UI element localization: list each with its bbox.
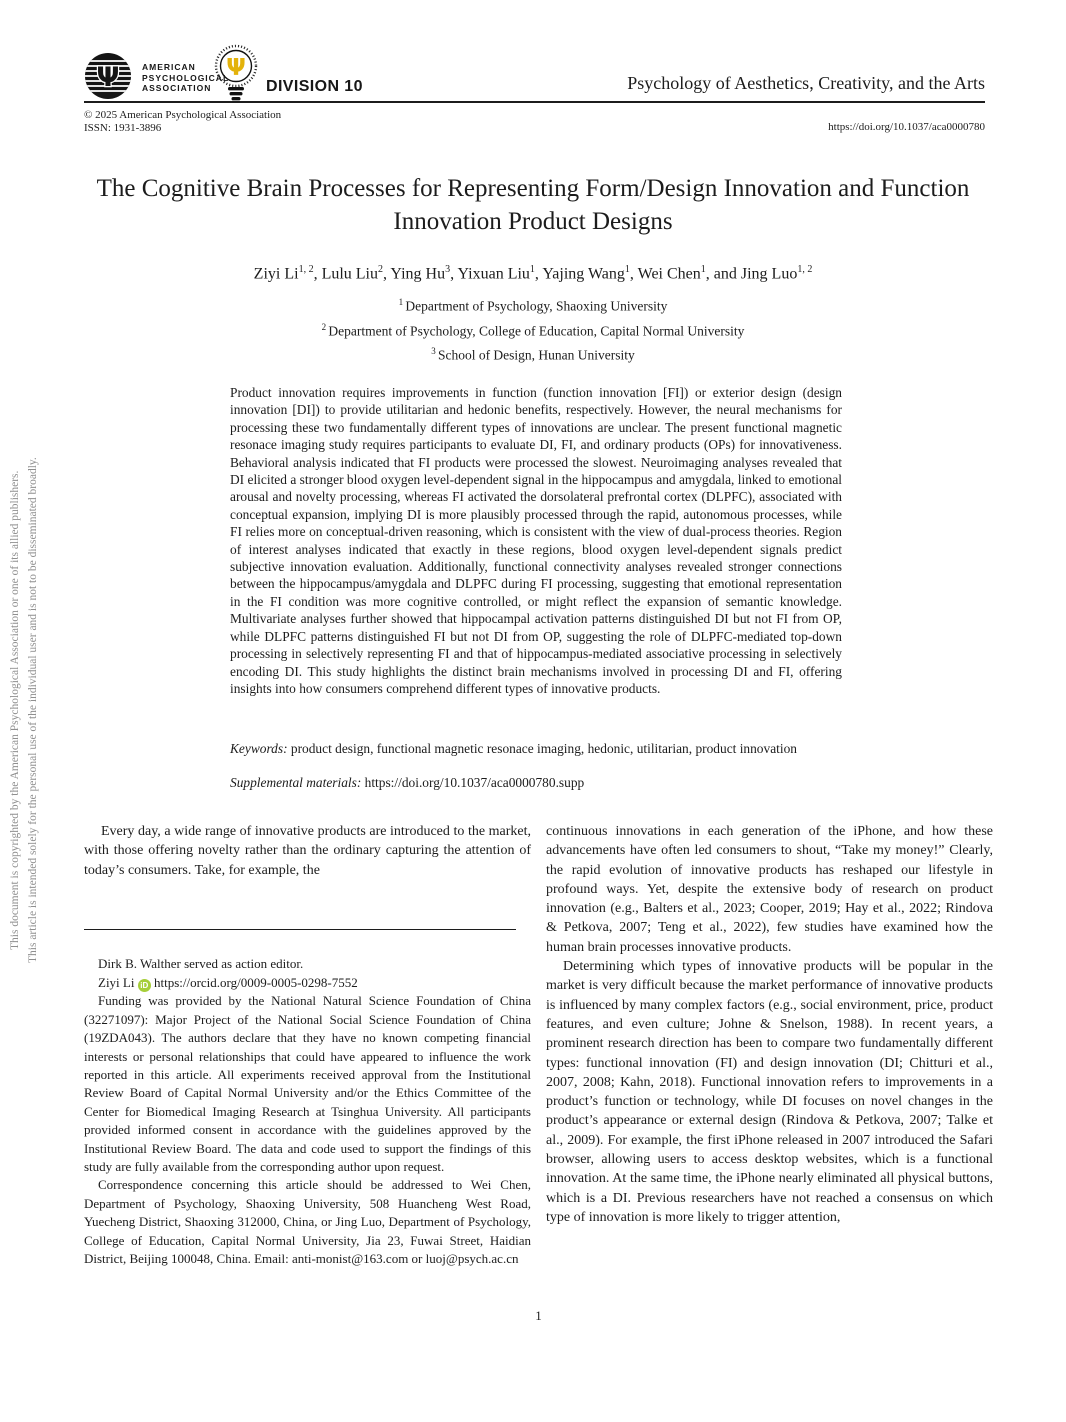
header-rule	[84, 101, 985, 103]
author-name: Ziyi Li	[253, 265, 299, 283]
keywords-line	[230, 741, 870, 757]
copyright-sidebar-line1: This document is copyrighted by the American Psychological Association or one of its allied publishers.	[9, 470, 21, 951]
apa-org-line3: ASSOCIATION	[142, 83, 212, 93]
issn-line: ISSN: 1931-3896	[84, 121, 162, 134]
author-affiliation-sup: 1, 2	[298, 264, 314, 275]
author-name: Lulu Liu	[321, 265, 378, 283]
footnote-divider	[84, 929, 516, 931]
intro-paragraph-left: Every day, a wide range of innovative products are introduced to the market, with those offering novelty rather than the ordinary capturing the attention of today’s consumers. Take, for example, the	[84, 824, 531, 878]
affiliation-sup: 2	[321, 321, 329, 332]
supplemental-line	[230, 775, 870, 791]
svg-text:Ψ: Ψ	[96, 62, 120, 93]
author-affiliation-sup: 3	[445, 264, 451, 275]
apa-org-line1: AMERICAN	[142, 62, 196, 72]
affiliation-list	[83, 292, 983, 366]
action-editor-note: Dirk B. Walther served as action editor.	[98, 956, 304, 972]
author-affiliation-sup: 2	[378, 264, 383, 275]
supplemental-label: Supplemental materials:	[230, 775, 362, 790]
article-title: The Cognitive Brain Processes for Representing Form/Design Innovation and Function Innovation Product Designs	[96, 175, 970, 235]
supplemental-url-link[interactable]: https://doi.org/10.1037/aca0000780.supp	[361, 775, 585, 790]
affiliation-line: $^1$ Department of Psychology, Shaoxing University	[398, 297, 668, 314]
affiliation-line: $^2$ Department of Psychology, College of Education, Capital Normal University	[321, 321, 745, 338]
keywords-label: Keywords:	[230, 741, 288, 756]
copyright-block	[84, 109, 281, 134]
author-note	[84, 955, 531, 1268]
body-column-right	[546, 822, 993, 1227]
affiliation-line: $^3$ School of Design, Hunan University	[431, 346, 635, 363]
author-name: Yixuan Liu	[457, 265, 530, 283]
second-paragraph-right: Determining which types of innovative products will be popular in the market is very difficult because the market performance of innovative products is influenced by many complex factors (e.g., social environment, price, product features, and even culture; Johne & Snelson, 1988). In recent years, a prominent research direction has been to compare two fundamentally different types: functional innovation (FI) and design innovation (DI; Chitturi et al., 2007, 2008; Kahn, 2018). Functional innovation refers to improvements in a product’s function or technology, while DI focuses on novel changes in the product’s appearance or external design (Rindova & Petkova, 2007; Talke et al., 2009). For example, the first iPhone released in 2007 introduced the Safari browser, allowing users to access desktop websites, which is a functional innovation. At the same time, the iPhone nearly eliminated all physical buttons, which is a DI. Previous researchers have not reached a consensus on which type of innovation is more likely to trigger attention,	[546, 959, 993, 1225]
author-affiliation-sup: 1	[624, 264, 630, 275]
affiliation-sup: 1	[398, 297, 406, 307]
orcid-line	[84, 974, 531, 993]
orcid-author-name: Ziyi Li	[98, 974, 138, 990]
copyright-line: © 2025 American Psychological Association	[84, 109, 282, 121]
orcid-url-link[interactable]: https://orcid.org/0009-0005-0298-7552	[150, 974, 358, 990]
svg-text:Ψ: Ψ	[226, 55, 246, 81]
author-name: Wei Chen	[637, 265, 701, 283]
division-10-label: DIVISION 10	[266, 78, 363, 95]
body-column-left	[84, 822, 531, 1268]
correspondence-note: Correspondence concerning this article should be addressed to Wei Chen, Department of Psychology, Shaoxing University, 508 Huancheng West Road, Yuecheng District, Shaoxing 312000, China, or Jing Luo, Department of Psychology, College of Education, Capital Normal University, Jia 23, Fuwai Street, Haidian District, Beijing 100048, China. Email: anti-monist@163.com or luoj@psych.ac.cn	[84, 1177, 531, 1266]
author-name: Ying Hu	[390, 265, 446, 283]
author-name: Yajing Wang	[542, 265, 625, 283]
article-doi-link[interactable]: https://doi.org/10.1037/aca0000780	[828, 121, 985, 133]
apa-org-line2: PSYCHOLOGICAL	[142, 72, 230, 83]
apa-logo-icon	[84, 52, 132, 100]
journal-title: Psychology of Aesthetics, Creativity, and the Arts	[627, 73, 985, 93]
orcid-icon: iD	[138, 979, 151, 992]
author-affiliation-sup: 1	[529, 264, 535, 275]
author-affiliation-sup: 1	[700, 264, 706, 275]
author-list: Ziyi Li$^{1, 2}$, Lulu Liu$^2$, Ying Hu$^3$, Yixuan Liu$^1$, Yajing Wang$^1$, Wei Chen$^1$, and Jing Luo$^{1, 2}$	[253, 264, 813, 283]
abstract-text: Product innovation requires improvements in function (function innovation [FI]) or exterior design (design innovation [DI]) to provide utilitarian and hedonic benefits, respectively. However, the neural mechanisms for processing these two fundamentally different types of innovations are unclear. The present functional magnetic resonace imaging study requires participants to evaluate DI, FI, and ordinary products (OPs) for innovativeness. Behavioral analysis indicated that FI products were processed the slowest. Neuroimaging analyses revealed that DI elicited a stronger blood oxygen level-dependent signal in the hippocampus and amygdala, linked to emotional arousal and novelty processing, whereas FI activated the dorsolateral prefrontal cortex (DLPFC), associated with conceptual expansion, implying DI is more plausibly processed through the rapid, autonomous processes, while FI relies more on conceptual-driven reasoning, which is consistent with the view of dual-process theories. Region of interest analyses indicated that exactly in these regions, blood oxygen level-dependent signals predict subjective innovation evaluation. Additionally, functional connectivity analyses revealed stronger connections between the hippocampus/amygdala and DLPFC during FI processing, suggesting that emotional representation in the FI condition was more cognitive controlled, or might reflect the expansion of semantic knowledge. Multivariate analyses further showed that hippocampal activation patterns distinguished DI but not FI from OP, while DLPFC patterns distinguished FI but not DI from OP, suggesting the role of DLPFC-mediated top-down processing in selectively representing FI and that of hippocampus-mediated associative processing in selectively encoding DI. This study highlights the distinct brain mechanisms involved in processing DI and FI, offering insights into how consumers comprehend different types of innovative products.	[230, 385, 842, 696]
page-number: 1	[535, 1308, 542, 1323]
division-10-bulb-icon	[210, 43, 262, 105]
copyright-sidebar-line2: This article is intended solely for the personal use of the individual user and is not to be disseminated broadly.	[27, 457, 39, 964]
affiliation-sup: 3	[431, 346, 438, 356]
intro-paragraph-right-continued: continuous innovations in each generation of the iPhone, and how these advancements have often led consumers to shout, “Take my money!” Clearly, the rapid evolution of innovative products has reshaped our lifestyle in profound ways. Yet, despite the extensive body of research on product innovation (e.g., Balters et al., 2023; Cooper, 2019; Hay et al., 2022; Rindova & Petkova, 2007; Teng et al., 2022), few studies have examined how the human brain processes innovative products.	[546, 824, 993, 955]
author-name: Jing Luo	[740, 265, 798, 283]
author-affiliation-sup: 1, 2	[797, 264, 813, 275]
keywords-text: product design, functional magnetic resonace imaging, hedonic, utilitarian, product innovation	[287, 741, 797, 756]
funding-note: Funding was provided by the National Natural Science Foundation of China (32271097): Major Project of the National Social Science Foundation of China (19ZDA043). The authors declare that they have no known competing financial interests or personal relationships that could have appeared to influence the work reported in this article. All experiments received approval from the Institutional Review Board of Capital Normal University and/or the Ethics Committee of the Center for Biomedical Imaging Research at Tsinghua University. All participants provided informed consent in accordance with the guidelines approved by the Institutional Review Board. The data and code used to support the findings of this study are fully available from the corresponding author upon request.	[84, 993, 531, 1174]
copyright-sidebar	[7, 383, 42, 1038]
